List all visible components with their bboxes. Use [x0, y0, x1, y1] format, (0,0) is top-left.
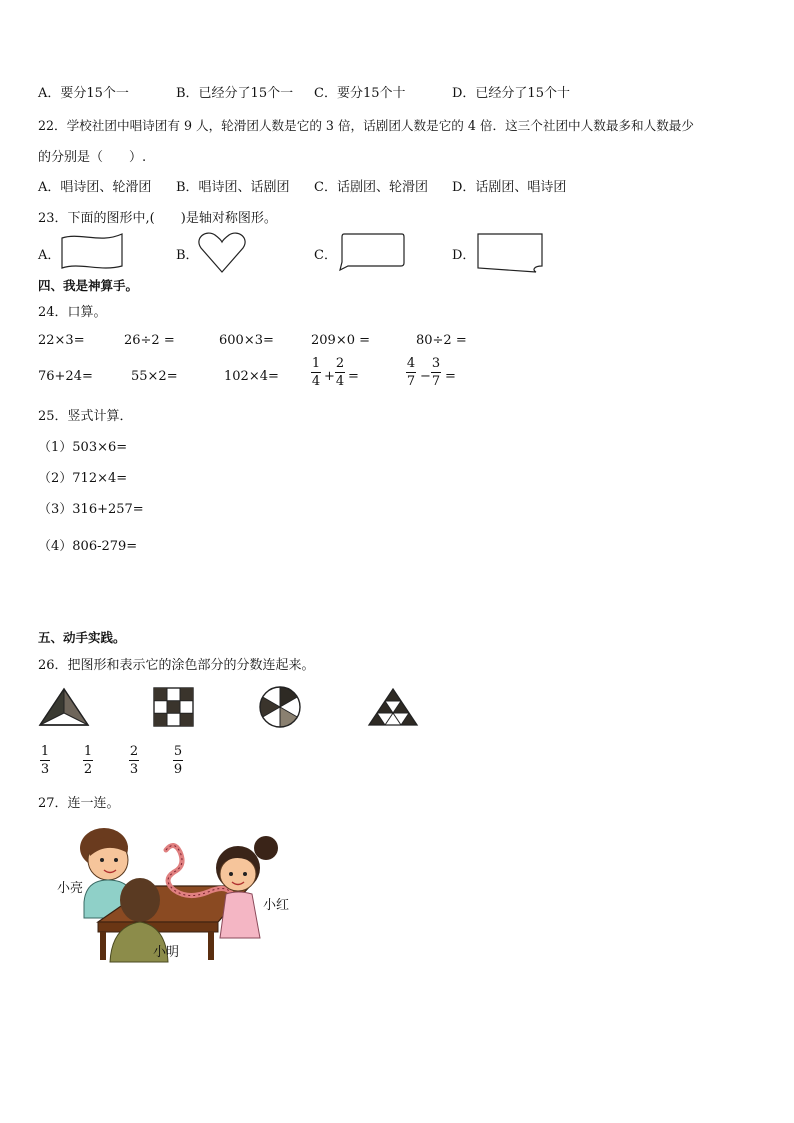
q27-name-xiaoliang: 小亮 [57, 881, 84, 896]
q25-title: 25．竖式计算． [38, 409, 133, 424]
q22-option-c: C．话剧团、轮滑团 [314, 180, 428, 195]
q24-frac-diff-op: − [420, 369, 431, 384]
q26-figure-triangle-ninths [368, 687, 418, 727]
q24-r1-c5: 80÷2 = [416, 333, 467, 348]
q23-option-a-label: A． [38, 248, 61, 263]
q26-figure-grid-ninths [153, 687, 195, 727]
q23-option-b-label: B． [176, 248, 199, 263]
q24-r2-c1: 76+24= [38, 369, 93, 384]
q26-fraction-3: 2 3 [129, 744, 139, 777]
q24-title: 24．口算。 [38, 305, 107, 320]
q23-shape-speech-rect [338, 232, 406, 272]
q26-figure-triangle-thirds [38, 687, 90, 727]
q24-r1-c2: 26÷2 = [124, 333, 175, 348]
q25-item-2: （2）712×4= [38, 471, 128, 486]
q24-r1-c1: 22×3= [38, 333, 85, 348]
q26-fraction-4: 5 9 [173, 744, 183, 777]
q23-shape-flag [60, 232, 126, 272]
q26-fraction-2: 1 2 [83, 744, 93, 777]
q22-stem-line2: 的分别是（ ）. [38, 150, 147, 165]
q26-figure-circle-sixths [257, 685, 303, 729]
q27-name-xiaoming: 小明 [153, 945, 180, 960]
q24-frac-diff-b: 3 7 [431, 356, 441, 389]
q22-stem-line1: 22．学校社团中唱诗团有 9 人，轮滑团人数是它的 3 倍，话剧团人数是它的 4 倍．这三个社团中人数最多和人数最少 [38, 118, 694, 133]
q27-name-xiaohong: 小红 [263, 898, 290, 913]
q21-option-b: B．已经分了15个一 [176, 86, 294, 101]
q23-shape-heart [198, 232, 246, 274]
q27-title: 27．连一连。 [38, 796, 120, 811]
q24-frac-sum-op: + [324, 369, 335, 384]
q26-title: 26．把图形和表示它的涂色部分的分数连起来。 [38, 658, 315, 673]
q24-r1-c3: 600×3= [219, 333, 274, 348]
q23-shape-curled-rect [476, 232, 546, 272]
section-4-heading: 四、我是神算手。 [38, 278, 139, 293]
q21-option-c: C．要分15个十 [314, 86, 406, 101]
section-5-heading: 五、动手实践。 [38, 630, 126, 645]
q24-r2-c2: 55×2= [131, 369, 178, 384]
q24-frac-sum-b: 2 4 [335, 356, 345, 389]
q25-item-3: （3）316+257= [38, 502, 144, 517]
q22-option-d: D．话剧团、唱诗团 [452, 180, 567, 195]
q21-option-d: D．已经分了15个十 [452, 86, 570, 101]
q23-stem: 23．下面的图形中,( )是轴对称图形。 [38, 211, 277, 226]
q23-option-c-label: C． [314, 248, 337, 263]
q24-r2-c3: 102×4= [224, 369, 279, 384]
q23-option-d-label: D． [452, 248, 476, 263]
q24-frac-sum-a: 1 4 [311, 356, 321, 389]
q24-frac-sum-eq: = [348, 369, 359, 384]
q22-option-a: A．唱诗团、轮滑团 [38, 180, 152, 195]
q22-option-b: B．唱诗团、话剧团 [176, 180, 290, 195]
q26-fraction-1: 1 3 [40, 744, 50, 777]
q21-option-a: A．要分15个一 [38, 86, 129, 101]
q24-frac-diff-eq: = [445, 369, 456, 384]
q24-frac-diff-a: 4 7 [406, 356, 416, 389]
q25-item-4: （4）806-279= [38, 539, 138, 554]
q24-r1-c4: 209×0 = [311, 333, 371, 348]
q25-item-1: （1）503×6= [38, 440, 128, 455]
